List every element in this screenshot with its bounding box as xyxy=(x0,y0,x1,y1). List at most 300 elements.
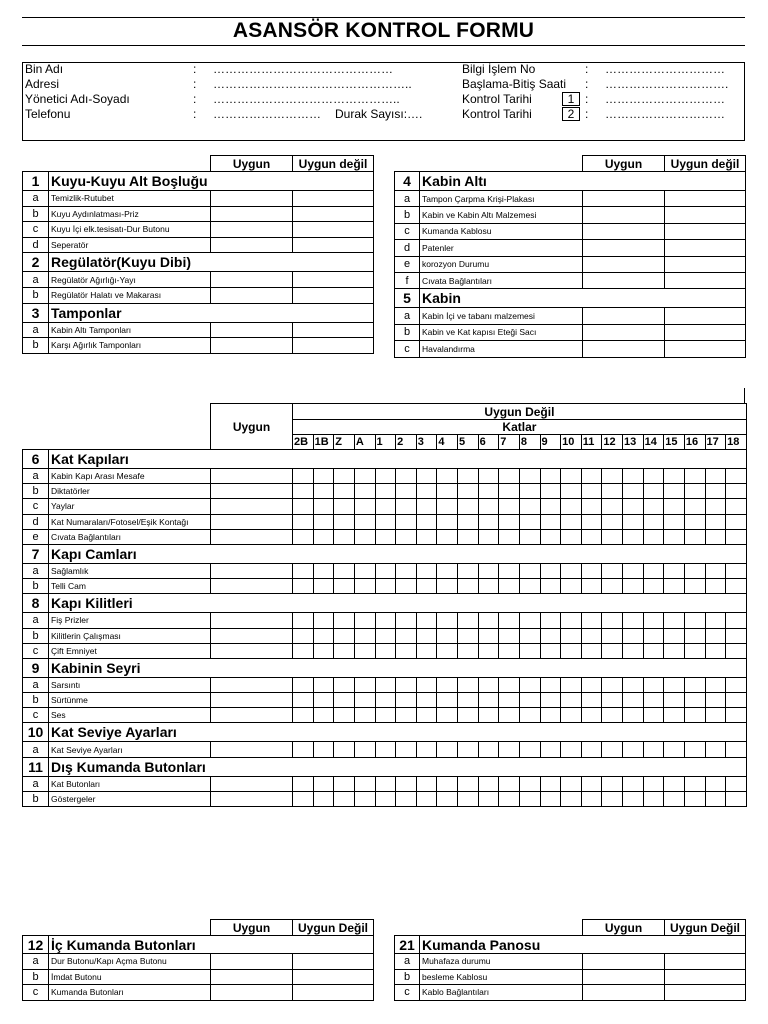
floor-checkbox-1[interactable] xyxy=(375,613,396,628)
floor-checkbox-a[interactable] xyxy=(354,742,375,757)
floor-checkbox-9[interactable] xyxy=(540,708,561,723)
floor-checkbox-4[interactable] xyxy=(437,643,458,658)
floor-checkbox-15[interactable] xyxy=(664,677,685,692)
floor-checkbox-7[interactable] xyxy=(499,708,520,723)
floor-checkbox-1b[interactable] xyxy=(313,628,334,643)
floor-checkbox-16[interactable] xyxy=(684,628,705,643)
floor-checkbox-12[interactable] xyxy=(602,693,623,708)
floor-checkbox-1[interactable] xyxy=(375,484,396,499)
floor-checkbox-11[interactable] xyxy=(581,677,602,692)
uygun-checkbox[interactable] xyxy=(211,643,293,658)
floor-checkbox-15[interactable] xyxy=(664,791,685,806)
floor-checkbox-15[interactable] xyxy=(664,742,685,757)
uygun-degil-checkbox[interactable] xyxy=(293,206,374,222)
floor-checkbox-6[interactable] xyxy=(478,514,499,529)
floor-checkbox-16[interactable] xyxy=(684,579,705,594)
floor-checkbox-17[interactable] xyxy=(705,628,726,643)
floor-checkbox-15[interactable] xyxy=(664,499,685,514)
floor-checkbox-2[interactable] xyxy=(396,693,417,708)
floor-checkbox-2[interactable] xyxy=(396,529,417,544)
uygun-degil-checkbox[interactable] xyxy=(665,985,746,1001)
floor-checkbox-6[interactable] xyxy=(478,742,499,757)
uygun-checkbox[interactable] xyxy=(211,693,293,708)
floor-checkbox-z[interactable] xyxy=(334,791,355,806)
floor-checkbox-16[interactable] xyxy=(684,708,705,723)
floor-checkbox-12[interactable] xyxy=(602,613,623,628)
uygun-checkbox[interactable] xyxy=(211,563,293,578)
floor-checkbox-17[interactable] xyxy=(705,708,726,723)
uygun-checkbox[interactable] xyxy=(211,708,293,723)
uygun-checkbox[interactable] xyxy=(583,308,665,324)
floor-checkbox-10[interactable] xyxy=(561,499,582,514)
floor-checkbox-18[interactable] xyxy=(726,563,747,578)
floor-checkbox-11[interactable] xyxy=(581,529,602,544)
floor-checkbox-4[interactable] xyxy=(437,742,458,757)
floor-checkbox-14[interactable] xyxy=(643,791,664,806)
floor-checkbox-2[interactable] xyxy=(396,643,417,658)
floor-checkbox-15[interactable] xyxy=(664,776,685,791)
floor-checkbox-10[interactable] xyxy=(561,514,582,529)
floor-checkbox-z[interactable] xyxy=(334,499,355,514)
floor-checkbox-7[interactable] xyxy=(499,469,520,484)
floor-checkbox-3[interactable] xyxy=(416,708,437,723)
floor-checkbox-17[interactable] xyxy=(705,613,726,628)
floor-checkbox-1b[interactable] xyxy=(313,677,334,692)
floor-checkbox-16[interactable] xyxy=(684,529,705,544)
floor-checkbox-6[interactable] xyxy=(478,499,499,514)
floor-checkbox-13[interactable] xyxy=(623,514,644,529)
floor-checkbox-2[interactable] xyxy=(396,469,417,484)
floor-checkbox-9[interactable] xyxy=(540,563,561,578)
floor-checkbox-11[interactable] xyxy=(581,499,602,514)
floor-checkbox-14[interactable] xyxy=(643,776,664,791)
floor-checkbox-2b[interactable] xyxy=(293,628,314,643)
floor-checkbox-15[interactable] xyxy=(664,579,685,594)
floor-checkbox-5[interactable] xyxy=(458,742,479,757)
floor-checkbox-4[interactable] xyxy=(437,469,458,484)
floor-checkbox-6[interactable] xyxy=(478,677,499,692)
floor-checkbox-16[interactable] xyxy=(684,776,705,791)
floor-checkbox-6[interactable] xyxy=(478,563,499,578)
floor-checkbox-10[interactable] xyxy=(561,776,582,791)
floor-checkbox-10[interactable] xyxy=(561,708,582,723)
floor-checkbox-12[interactable] xyxy=(602,579,623,594)
floor-checkbox-9[interactable] xyxy=(540,514,561,529)
floor-checkbox-12[interactable] xyxy=(602,529,623,544)
uygun-checkbox[interactable] xyxy=(211,469,293,484)
floor-checkbox-2[interactable] xyxy=(396,499,417,514)
floor-checkbox-3[interactable] xyxy=(416,643,437,658)
floor-checkbox-7[interactable] xyxy=(499,628,520,643)
floor-checkbox-4[interactable] xyxy=(437,514,458,529)
floor-checkbox-17[interactable] xyxy=(705,693,726,708)
uygun-checkbox[interactable] xyxy=(583,969,665,985)
floor-checkbox-5[interactable] xyxy=(458,693,479,708)
floor-checkbox-15[interactable] xyxy=(664,514,685,529)
floor-checkbox-1[interactable] xyxy=(375,499,396,514)
floor-checkbox-1b[interactable] xyxy=(313,563,334,578)
uygun-degil-checkbox[interactable] xyxy=(293,969,374,985)
floor-checkbox-10[interactable] xyxy=(561,469,582,484)
floor-checkbox-16[interactable] xyxy=(684,791,705,806)
floor-checkbox-6[interactable] xyxy=(478,613,499,628)
floor-checkbox-1b[interactable] xyxy=(313,529,334,544)
floor-checkbox-18[interactable] xyxy=(726,693,747,708)
floor-checkbox-12[interactable] xyxy=(602,742,623,757)
uygun-degil-checkbox[interactable] xyxy=(665,341,746,357)
floor-checkbox-5[interactable] xyxy=(458,708,479,723)
floor-checkbox-11[interactable] xyxy=(581,514,602,529)
floor-checkbox-8[interactable] xyxy=(519,742,540,757)
uygun-degil-checkbox[interactable] xyxy=(665,223,746,239)
floor-checkbox-18[interactable] xyxy=(726,708,747,723)
floor-checkbox-12[interactable] xyxy=(602,469,623,484)
floor-checkbox-2[interactable] xyxy=(396,613,417,628)
floor-checkbox-1[interactable] xyxy=(375,469,396,484)
info-field-adresi[interactable]: ………………………………………….. xyxy=(213,77,412,91)
floor-checkbox-4[interactable] xyxy=(437,613,458,628)
floor-checkbox-10[interactable] xyxy=(561,791,582,806)
floor-checkbox-1b[interactable] xyxy=(313,499,334,514)
floor-checkbox-18[interactable] xyxy=(726,742,747,757)
floor-checkbox-18[interactable] xyxy=(726,514,747,529)
floor-checkbox-14[interactable] xyxy=(643,563,664,578)
uygun-degil-checkbox[interactable] xyxy=(665,324,746,340)
uygun-degil-checkbox[interactable] xyxy=(665,240,746,256)
floor-checkbox-13[interactable] xyxy=(623,529,644,544)
floor-checkbox-8[interactable] xyxy=(519,514,540,529)
floor-checkbox-6[interactable] xyxy=(478,469,499,484)
floor-checkbox-17[interactable] xyxy=(705,742,726,757)
floor-checkbox-18[interactable] xyxy=(726,643,747,658)
floor-checkbox-1b[interactable] xyxy=(313,708,334,723)
floor-checkbox-14[interactable] xyxy=(643,628,664,643)
floor-checkbox-11[interactable] xyxy=(581,579,602,594)
floor-checkbox-9[interactable] xyxy=(540,791,561,806)
floor-checkbox-7[interactable] xyxy=(499,693,520,708)
floor-checkbox-3[interactable] xyxy=(416,484,437,499)
uygun-checkbox[interactable] xyxy=(211,579,293,594)
floor-checkbox-7[interactable] xyxy=(499,514,520,529)
floor-checkbox-18[interactable] xyxy=(726,613,747,628)
floor-checkbox-6[interactable] xyxy=(478,484,499,499)
floor-checkbox-8[interactable] xyxy=(519,776,540,791)
uygun-degil-checkbox[interactable] xyxy=(293,272,374,288)
floor-checkbox-2b[interactable] xyxy=(293,643,314,658)
uygun-checkbox[interactable] xyxy=(211,338,293,354)
floor-checkbox-z[interactable] xyxy=(334,563,355,578)
floor-checkbox-11[interactable] xyxy=(581,613,602,628)
floor-checkbox-16[interactable] xyxy=(684,693,705,708)
uygun-checkbox[interactable] xyxy=(211,613,293,628)
floor-checkbox-14[interactable] xyxy=(643,529,664,544)
floor-checkbox-a[interactable] xyxy=(354,677,375,692)
floor-checkbox-12[interactable] xyxy=(602,677,623,692)
uygun-degil-checkbox[interactable] xyxy=(293,237,374,253)
floor-checkbox-14[interactable] xyxy=(643,579,664,594)
uygun-checkbox[interactable] xyxy=(583,341,665,357)
uygun-checkbox[interactable] xyxy=(583,207,665,223)
floor-checkbox-6[interactable] xyxy=(478,579,499,594)
uygun-checkbox[interactable] xyxy=(211,742,293,757)
floor-checkbox-11[interactable] xyxy=(581,469,602,484)
floor-checkbox-11[interactable] xyxy=(581,563,602,578)
floor-checkbox-4[interactable] xyxy=(437,708,458,723)
floor-checkbox-1[interactable] xyxy=(375,776,396,791)
floor-checkbox-6[interactable] xyxy=(478,708,499,723)
floor-checkbox-11[interactable] xyxy=(581,693,602,708)
floor-checkbox-4[interactable] xyxy=(437,499,458,514)
floor-checkbox-14[interactable] xyxy=(643,613,664,628)
floor-checkbox-a[interactable] xyxy=(354,469,375,484)
floor-checkbox-8[interactable] xyxy=(519,579,540,594)
uygun-degil-checkbox[interactable] xyxy=(293,954,374,970)
floor-checkbox-18[interactable] xyxy=(726,628,747,643)
info-field-yonetici[interactable]: ……………………………………….. xyxy=(213,92,400,106)
floor-checkbox-17[interactable] xyxy=(705,643,726,658)
uygun-checkbox[interactable] xyxy=(211,791,293,806)
floor-checkbox-14[interactable] xyxy=(643,693,664,708)
uygun-degil-checkbox[interactable] xyxy=(293,338,374,354)
floor-checkbox-11[interactable] xyxy=(581,708,602,723)
info-field-kontrol-tarihi-1[interactable]: ………………………… xyxy=(605,92,725,106)
floor-checkbox-1[interactable] xyxy=(375,563,396,578)
uygun-checkbox[interactable] xyxy=(211,191,293,207)
floor-checkbox-11[interactable] xyxy=(581,484,602,499)
floor-checkbox-2b[interactable] xyxy=(293,484,314,499)
floor-checkbox-3[interactable] xyxy=(416,499,437,514)
floor-checkbox-16[interactable] xyxy=(684,677,705,692)
floor-checkbox-18[interactable] xyxy=(726,469,747,484)
floor-checkbox-12[interactable] xyxy=(602,499,623,514)
floor-checkbox-14[interactable] xyxy=(643,469,664,484)
floor-checkbox-5[interactable] xyxy=(458,677,479,692)
floor-checkbox-8[interactable] xyxy=(519,791,540,806)
floor-checkbox-2[interactable] xyxy=(396,677,417,692)
floor-checkbox-4[interactable] xyxy=(437,791,458,806)
floor-checkbox-7[interactable] xyxy=(499,776,520,791)
floor-checkbox-2[interactable] xyxy=(396,579,417,594)
floor-checkbox-2[interactable] xyxy=(396,791,417,806)
uygun-degil-checkbox[interactable] xyxy=(293,985,374,1001)
uygun-checkbox[interactable] xyxy=(211,985,293,1001)
floor-checkbox-11[interactable] xyxy=(581,628,602,643)
floor-checkbox-1[interactable] xyxy=(375,643,396,658)
floor-checkbox-2b[interactable] xyxy=(293,708,314,723)
floor-checkbox-a[interactable] xyxy=(354,776,375,791)
floor-checkbox-2b[interactable] xyxy=(293,677,314,692)
floor-checkbox-4[interactable] xyxy=(437,529,458,544)
floor-checkbox-a[interactable] xyxy=(354,563,375,578)
floor-checkbox-1b[interactable] xyxy=(313,613,334,628)
floor-checkbox-17[interactable] xyxy=(705,563,726,578)
floor-checkbox-1b[interactable] xyxy=(313,776,334,791)
floor-checkbox-9[interactable] xyxy=(540,677,561,692)
floor-checkbox-15[interactable] xyxy=(664,469,685,484)
floor-checkbox-10[interactable] xyxy=(561,484,582,499)
floor-checkbox-7[interactable] xyxy=(499,499,520,514)
floor-checkbox-8[interactable] xyxy=(519,613,540,628)
floor-checkbox-1[interactable] xyxy=(375,708,396,723)
floor-checkbox-10[interactable] xyxy=(561,643,582,658)
floor-checkbox-2[interactable] xyxy=(396,484,417,499)
floor-checkbox-10[interactable] xyxy=(561,677,582,692)
floor-checkbox-15[interactable] xyxy=(664,708,685,723)
floor-checkbox-16[interactable] xyxy=(684,499,705,514)
floor-checkbox-1[interactable] xyxy=(375,742,396,757)
floor-checkbox-18[interactable] xyxy=(726,791,747,806)
floor-checkbox-2b[interactable] xyxy=(293,613,314,628)
floor-checkbox-2b[interactable] xyxy=(293,776,314,791)
floor-checkbox-1[interactable] xyxy=(375,514,396,529)
floor-checkbox-10[interactable] xyxy=(561,693,582,708)
floor-checkbox-15[interactable] xyxy=(664,563,685,578)
floor-checkbox-6[interactable] xyxy=(478,791,499,806)
floor-checkbox-17[interactable] xyxy=(705,484,726,499)
floor-checkbox-15[interactable] xyxy=(664,613,685,628)
info-field-kontrol-tarihi-2[interactable]: ………………………… xyxy=(605,107,725,121)
floor-checkbox-5[interactable] xyxy=(458,499,479,514)
floor-checkbox-8[interactable] xyxy=(519,529,540,544)
floor-checkbox-2[interactable] xyxy=(396,563,417,578)
floor-checkbox-3[interactable] xyxy=(416,677,437,692)
floor-checkbox-15[interactable] xyxy=(664,484,685,499)
uygun-checkbox[interactable] xyxy=(583,240,665,256)
uygun-checkbox[interactable] xyxy=(211,628,293,643)
floor-checkbox-6[interactable] xyxy=(478,643,499,658)
floor-checkbox-z[interactable] xyxy=(334,613,355,628)
floor-checkbox-6[interactable] xyxy=(478,776,499,791)
floor-checkbox-z[interactable] xyxy=(334,776,355,791)
floor-checkbox-16[interactable] xyxy=(684,643,705,658)
floor-checkbox-3[interactable] xyxy=(416,628,437,643)
floor-checkbox-4[interactable] xyxy=(437,628,458,643)
info-field-baslama-bitis[interactable]: …………………………. xyxy=(605,77,729,91)
floor-checkbox-a[interactable] xyxy=(354,693,375,708)
floor-checkbox-7[interactable] xyxy=(499,742,520,757)
uygun-checkbox[interactable] xyxy=(583,272,665,288)
floor-checkbox-2b[interactable] xyxy=(293,514,314,529)
floor-checkbox-11[interactable] xyxy=(581,742,602,757)
uygun-checkbox[interactable] xyxy=(211,322,293,338)
floor-checkbox-8[interactable] xyxy=(519,499,540,514)
floor-checkbox-7[interactable] xyxy=(499,791,520,806)
floor-checkbox-13[interactable] xyxy=(623,742,644,757)
floor-checkbox-9[interactable] xyxy=(540,499,561,514)
floor-checkbox-14[interactable] xyxy=(643,677,664,692)
floor-checkbox-a[interactable] xyxy=(354,529,375,544)
floor-checkbox-17[interactable] xyxy=(705,529,726,544)
uygun-checkbox[interactable] xyxy=(211,272,293,288)
floor-checkbox-z[interactable] xyxy=(334,677,355,692)
floor-checkbox-9[interactable] xyxy=(540,579,561,594)
floor-checkbox-14[interactable] xyxy=(643,484,664,499)
floor-checkbox-z[interactable] xyxy=(334,514,355,529)
floor-checkbox-1[interactable] xyxy=(375,693,396,708)
floor-checkbox-10[interactable] xyxy=(561,529,582,544)
floor-checkbox-a[interactable] xyxy=(354,643,375,658)
floor-checkbox-2b[interactable] xyxy=(293,499,314,514)
floor-checkbox-2b[interactable] xyxy=(293,469,314,484)
floor-checkbox-7[interactable] xyxy=(499,563,520,578)
uygun-checkbox[interactable] xyxy=(211,529,293,544)
floor-checkbox-12[interactable] xyxy=(602,514,623,529)
floor-checkbox-13[interactable] xyxy=(623,484,644,499)
floor-checkbox-5[interactable] xyxy=(458,776,479,791)
floor-checkbox-8[interactable] xyxy=(519,469,540,484)
floor-checkbox-17[interactable] xyxy=(705,514,726,529)
info-field-bilgi-islem[interactable]: ………………………… xyxy=(605,62,725,76)
uygun-degil-checkbox[interactable] xyxy=(665,954,746,970)
floor-checkbox-12[interactable] xyxy=(602,484,623,499)
floor-checkbox-10[interactable] xyxy=(561,742,582,757)
floor-checkbox-12[interactable] xyxy=(602,791,623,806)
floor-checkbox-3[interactable] xyxy=(416,693,437,708)
floor-checkbox-3[interactable] xyxy=(416,514,437,529)
floor-checkbox-12[interactable] xyxy=(602,628,623,643)
floor-checkbox-16[interactable] xyxy=(684,484,705,499)
floor-checkbox-2b[interactable] xyxy=(293,791,314,806)
floor-checkbox-5[interactable] xyxy=(458,628,479,643)
uygun-degil-checkbox[interactable] xyxy=(293,222,374,238)
floor-checkbox-16[interactable] xyxy=(684,742,705,757)
floor-checkbox-17[interactable] xyxy=(705,791,726,806)
floor-checkbox-3[interactable] xyxy=(416,529,437,544)
uygun-checkbox[interactable] xyxy=(583,191,665,207)
floor-checkbox-2b[interactable] xyxy=(293,693,314,708)
floor-checkbox-9[interactable] xyxy=(540,613,561,628)
floor-checkbox-1[interactable] xyxy=(375,579,396,594)
floor-checkbox-9[interactable] xyxy=(540,643,561,658)
floor-checkbox-7[interactable] xyxy=(499,613,520,628)
floor-checkbox-5[interactable] xyxy=(458,563,479,578)
floor-checkbox-1[interactable] xyxy=(375,791,396,806)
floor-checkbox-12[interactable] xyxy=(602,563,623,578)
floor-checkbox-3[interactable] xyxy=(416,579,437,594)
floor-checkbox-8[interactable] xyxy=(519,643,540,658)
floor-checkbox-14[interactable] xyxy=(643,514,664,529)
floor-checkbox-1b[interactable] xyxy=(313,742,334,757)
floor-checkbox-12[interactable] xyxy=(602,776,623,791)
floor-checkbox-1b[interactable] xyxy=(313,514,334,529)
floor-checkbox-8[interactable] xyxy=(519,693,540,708)
floor-checkbox-4[interactable] xyxy=(437,677,458,692)
floor-checkbox-z[interactable] xyxy=(334,579,355,594)
floor-checkbox-11[interactable] xyxy=(581,776,602,791)
floor-checkbox-17[interactable] xyxy=(705,677,726,692)
floor-checkbox-1b[interactable] xyxy=(313,579,334,594)
floor-checkbox-z[interactable] xyxy=(334,484,355,499)
floor-checkbox-a[interactable] xyxy=(354,484,375,499)
uygun-checkbox[interactable] xyxy=(583,324,665,340)
floor-checkbox-17[interactable] xyxy=(705,579,726,594)
floor-checkbox-5[interactable] xyxy=(458,484,479,499)
uygun-checkbox[interactable] xyxy=(211,514,293,529)
floor-checkbox-13[interactable] xyxy=(623,499,644,514)
uygun-checkbox[interactable] xyxy=(211,237,293,253)
floor-checkbox-8[interactable] xyxy=(519,484,540,499)
uygun-checkbox[interactable] xyxy=(583,985,665,1001)
floor-checkbox-5[interactable] xyxy=(458,613,479,628)
floor-checkbox-13[interactable] xyxy=(623,469,644,484)
floor-checkbox-9[interactable] xyxy=(540,628,561,643)
floor-checkbox-a[interactable] xyxy=(354,708,375,723)
floor-checkbox-14[interactable] xyxy=(643,742,664,757)
floor-checkbox-18[interactable] xyxy=(726,499,747,514)
floor-checkbox-3[interactable] xyxy=(416,613,437,628)
floor-checkbox-3[interactable] xyxy=(416,563,437,578)
floor-checkbox-6[interactable] xyxy=(478,529,499,544)
